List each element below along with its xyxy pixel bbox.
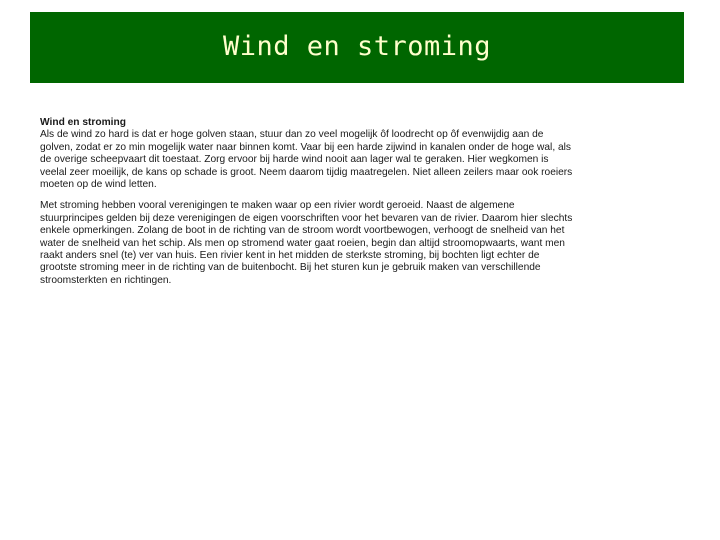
slide-title: Wind en stroming: [222, 31, 492, 62]
slide-title-bar: [30, 12, 684, 83]
document-excerpt: [40, 117, 574, 287]
paragraph-wind: Als de wind zo hard is dat er hoge golven staan, stuur dan zo veel mogelijk ôf loodrecht op ôf evenwijdig aan de golven, zodat er zo min mogelijk water naar binnen komt. Vaar bij een harde zijwind in kanalen onder de hoge wal, als de overige scheepvaart dit toestaat. Zorg ervoor bij harde wind nooit aan lager wal te geraken. Hier wegkomen is veelal zeer moeilijk, de kans op schade is groot. Neem daarom tijdig maatregelen. Niet alleen zeilers maar ook roeiers moeten op de wind letten.: [40, 129, 573, 191]
paragraph-stroming: Met stroming hebben vooral verenigingen te maken waar op een rivier wordt geroeid. Naast de algemene stuurprincipes gelden bij deze verenigingen de eigen voorschriften voor het bevaren van de rivier. Daarom hier slechts enkele opmerkingen. Zolang de boot in de richting van de stroom wordt voortbewogen, verhoogt de snelheid van het water de snelheid van het schip. Als men op stromend water gaat roeien, begin dan altijd stroomopwaarts, want men raakt anders snel (te) ver van huis. Een rivier kent in het midden de sterkste stroming, bij bochten ligt echter de grootste stroming meer in de richting van de buitenbocht. Bij het sturen kun je gebruik maken van verschillende stroomsterkten en richtingen.: [40, 200, 573, 286]
document-heading: Wind en stroming: [40, 117, 126, 128]
